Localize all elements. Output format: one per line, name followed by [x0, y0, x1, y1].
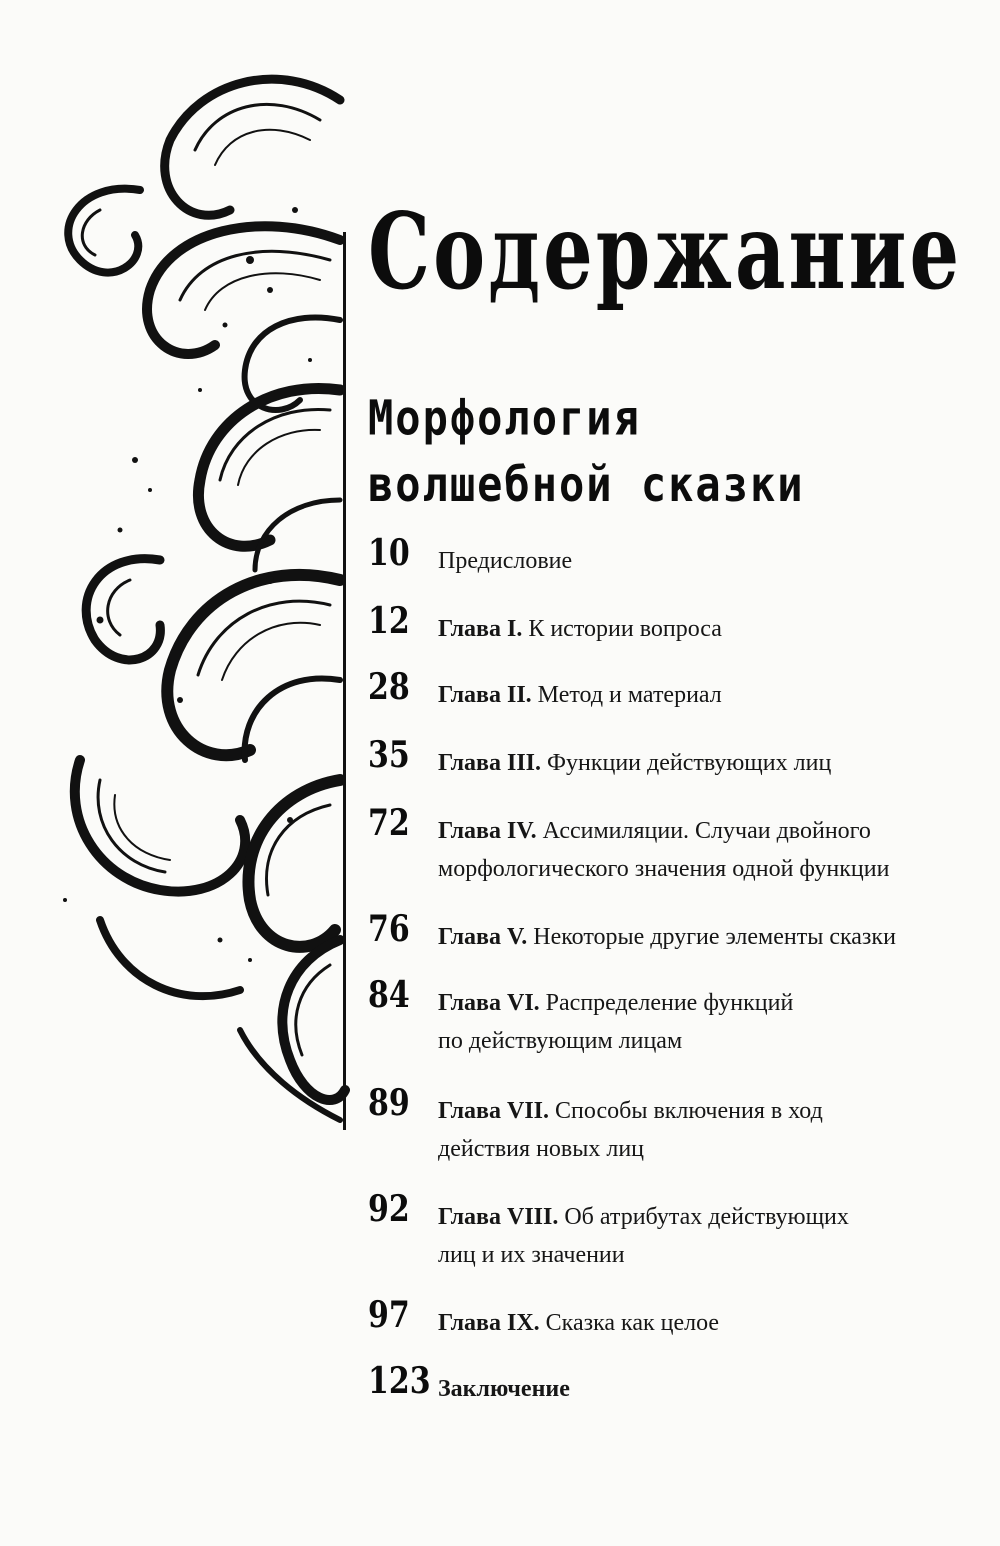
toc-entry-text: [438, 812, 998, 888]
toc-entry-line: К истории вопроса: [528, 616, 722, 642]
toc-chapter-label: Глава VII.: [438, 1098, 549, 1124]
toc-page-number: 76: [368, 908, 410, 951]
toc-page-number: 92: [368, 1188, 410, 1231]
toc-entry-line: Метод и материал: [537, 682, 722, 708]
toc-entry-line: действия новых лиц: [438, 1136, 645, 1162]
book-title: [368, 385, 805, 518]
vertical-divider-line: [343, 232, 346, 1130]
decorative-flourish-ornament: [40, 60, 350, 1130]
toc-entry-text: [438, 610, 998, 648]
toc-entry-text: [438, 744, 998, 782]
toc-entry-line: Способы включения в ход: [555, 1098, 823, 1124]
book-title-line: волшебной сказки: [368, 456, 805, 513]
toc-entry-line: по действующим лицам: [438, 1028, 683, 1054]
toc-chapter-label: Глава IX.: [438, 1310, 540, 1336]
toc-page-number: 84: [368, 974, 410, 1017]
toc-entry-text: [438, 1304, 998, 1342]
toc-entry-text: [438, 984, 998, 1060]
toc-page-number: 72: [368, 802, 410, 845]
toc-chapter-label: Глава VIII.: [438, 1204, 559, 1230]
toc-entry-line: Функции действующих лиц: [547, 750, 832, 776]
toc-page-number: 28: [368, 666, 410, 709]
toc-chapter-label: Глава I.: [438, 616, 523, 642]
toc-chapter-label: Глава VI.: [438, 990, 540, 1016]
toc-entry-text: [438, 918, 998, 956]
toc-chapter-label: Глава IV.: [438, 818, 537, 844]
toc-chapter-label: Заключение: [438, 1376, 570, 1402]
toc-page-number: 35: [368, 734, 410, 777]
toc-chapter-label: Глава III.: [438, 750, 542, 776]
toc-entry-line: лиц и их значении: [438, 1242, 625, 1268]
toc-page-number: 123: [368, 1360, 431, 1403]
toc-entry-line: Сказка как целое: [545, 1310, 720, 1336]
toc-entry-text: [438, 1198, 998, 1274]
toc-entry-line: Предисловие: [438, 548, 573, 574]
toc-entry-text: [438, 542, 998, 580]
toc-page-number: 10: [368, 532, 410, 575]
toc-page-number: 89: [368, 1082, 410, 1125]
toc-entry-text: [438, 676, 998, 714]
toc-page-number: 12: [368, 600, 410, 643]
toc-entry-text: [438, 1092, 998, 1168]
toc-entry-line: Ассимиляции. Случаи двойного: [542, 818, 871, 844]
page-title: Содержание: [368, 190, 963, 314]
toc-chapter-label: Глава V.: [438, 924, 528, 950]
toc-entry-text: [438, 1370, 998, 1408]
toc-chapter-label: Глава II.: [438, 682, 532, 708]
toc-entry-line: Распределение функций: [545, 990, 794, 1016]
book-title-line: Морфология: [368, 389, 641, 446]
toc-entry-line: Об атрибутах действующих: [564, 1204, 849, 1230]
toc-page-number: 97: [368, 1294, 410, 1337]
toc-entry-line: морфологического значения одной функции: [438, 856, 890, 882]
toc-entry-line: Некоторые другие элементы сказки: [533, 924, 896, 950]
